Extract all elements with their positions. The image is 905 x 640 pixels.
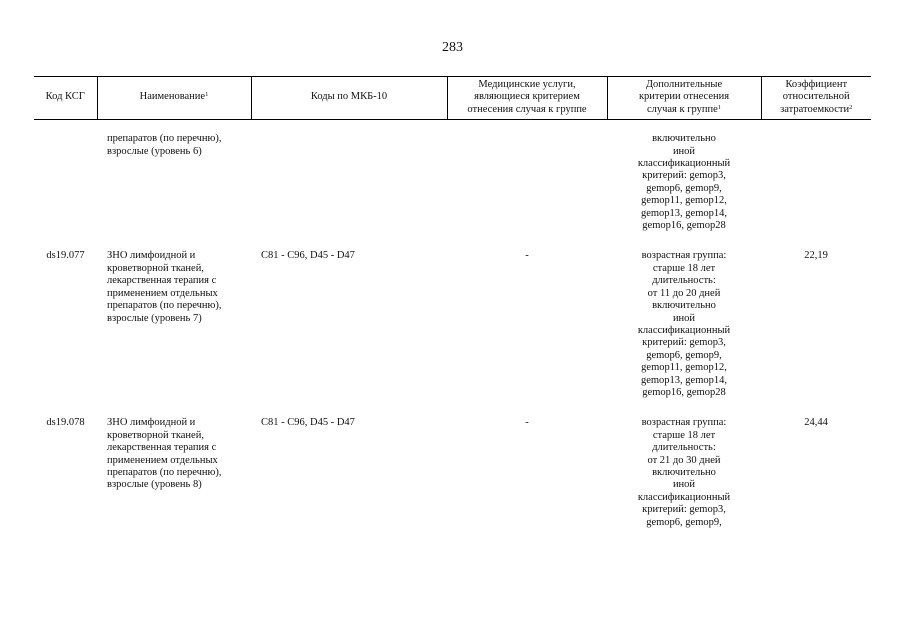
cell-services: -: [525, 250, 529, 262]
cell-code: ds19.078: [46, 417, 85, 429]
page-number: 283: [442, 40, 463, 55]
cell-name: [97, 133, 251, 232]
header-services: Медицинские услуги, являющиеся критерием отнесения случая к группе: [447, 77, 607, 120]
cell-criteria-line: иной: [672, 479, 696, 491]
cell-criteria-line: gemop13, gemop14,: [640, 374, 728, 386]
header-name: Наименование$^1$: [97, 77, 251, 120]
cell-criteria-line: включительно: [652, 300, 716, 312]
cell-code: [34, 133, 97, 232]
cell-criteria-line: gemop6, gemop9,: [646, 182, 722, 194]
cell-coef: 24,44: [804, 417, 828, 429]
table-row: [34, 250, 871, 399]
cell-criteria-line: gemop11, gemop12,: [641, 362, 727, 374]
table-header-row: [34, 77, 871, 120]
cell-criteria-line: старше 18 лет: [652, 429, 716, 441]
cell-name-line: лекарственная терапия с: [107, 442, 217, 454]
cell-criteria-line: классификационный: [637, 491, 731, 503]
cell-criteria-line: gemop6, gemop9,: [646, 349, 722, 361]
table-row: [34, 417, 871, 529]
cell-criteria-line: включительно: [652, 466, 716, 478]
cell-criteria-line: gemop16, gemop28: [642, 386, 726, 398]
cell-mkb: C81 - C96, D45 - D47: [261, 250, 355, 262]
cell-mkb: [251, 133, 447, 232]
cell-criteria: [607, 133, 761, 232]
cell-criteria-line: иной: [672, 145, 696, 157]
cell-name-line: препаратов (по перечню),: [107, 133, 222, 145]
cell-services: [447, 133, 607, 232]
ksg-table: [34, 76, 871, 529]
cell-services: -: [525, 417, 529, 429]
cell-name-line: взрослые (уровень 6): [107, 145, 202, 157]
cell-criteria-line: иной: [672, 312, 696, 324]
cell-criteria-line: критерий: gemop3,: [642, 170, 726, 182]
cell-name-line: применением отдельных: [107, 287, 218, 299]
cell-name-line: применением отдельных: [107, 454, 218, 466]
cell-criteria-line: включительно: [652, 133, 716, 145]
cell-name-line: препаратов (по перечню),: [107, 466, 222, 478]
cell-name-line: лекарственная терапия с: [107, 275, 217, 287]
cell-name: [97, 417, 251, 529]
cell-name: [97, 250, 251, 399]
cell-criteria-line: gemop11, gemop12,: [641, 195, 727, 207]
cell-criteria-line: возрастная группа:: [641, 250, 727, 262]
cell-criteria: [607, 417, 761, 529]
cell-code: ds19.077: [46, 250, 85, 262]
cell-criteria-line: критерий: gemop3,: [642, 337, 726, 349]
cell-criteria-line: gemop16, gemop28: [642, 220, 726, 232]
cell-criteria-line: возрастная группа:: [641, 417, 727, 429]
header-mkb: Коды по МКБ-10: [251, 77, 447, 120]
table-body: [34, 120, 871, 529]
cell-criteria: [607, 250, 761, 399]
cell-name-line: кроветворной тканей,: [107, 262, 204, 274]
cell-name-line: кроветворной тканей,: [107, 429, 204, 441]
cell-name-line: ЗНО лимфоидной и: [107, 250, 196, 262]
cell-criteria-line: старше 18 лет: [652, 262, 716, 274]
cell-criteria-line: длительность:: [652, 275, 716, 287]
cell-coef: 22,19: [804, 250, 828, 262]
header-coef: Коэффициент относительной затратоемкости$^2$: [761, 77, 871, 120]
cell-criteria-line: от 21 до 30 дней: [647, 454, 721, 466]
cell-criteria-line: критерий: gemop3,: [642, 504, 726, 516]
cell-name-line: взрослые (уровень 8): [107, 479, 202, 491]
cell-criteria-line: от 11 до 20 дней: [647, 287, 721, 299]
header-code: Код КСГ: [34, 77, 97, 120]
cell-criteria-line: классификационный: [637, 158, 731, 170]
table-row: [34, 133, 871, 232]
cell-name-line: ЗНО лимфоидной и: [107, 417, 196, 429]
cell-criteria-line: длительность:: [652, 442, 716, 454]
cell-criteria-line: gemop6, gemop9,: [646, 516, 722, 528]
cell-criteria-line: gemop13, gemop14,: [640, 207, 728, 219]
header-criteria: Дополнительные критерии отнесения случая к группе$^1$: [607, 77, 761, 120]
cell-name-line: препаратов (по перечню),: [107, 300, 222, 312]
cell-mkb: C81 - C96, D45 - D47: [261, 417, 355, 429]
cell-name-line: взрослые (уровень 7): [107, 312, 202, 324]
cell-coef: [761, 133, 871, 232]
cell-criteria-line: классификационный: [637, 324, 731, 336]
